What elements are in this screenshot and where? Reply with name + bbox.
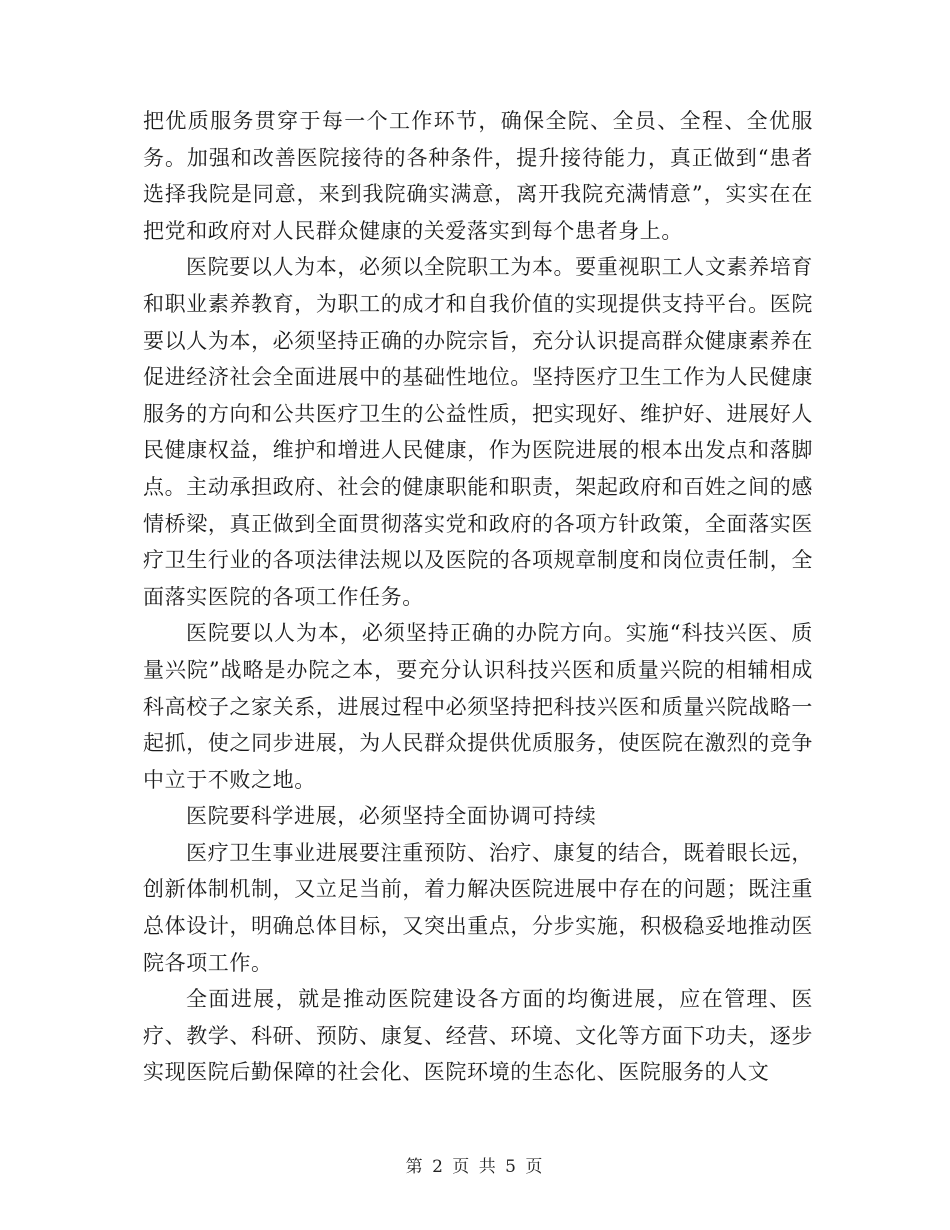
- page-number-footer: 第 2 页 共 5 页: [405, 1157, 545, 1177]
- paragraph-2: 医院要以人为本，必须以全院职工为本。要重视职工人文素养培育和职业素养教育，为职工的成才和自我价值的实现提供支持平台。医院要以人为本，必须坚持正确的办院宗旨，充分认识提高群众健康素养在促进经济社会全面进展中的基础性地位。坚持医疗卫生工作为人民健康服务的方向和公共医疗卫生的公益性质，把实现好、维护好、进展好人民健康权益，维护和增进人民健康，作为医院进展的根本出发点和落脚点。主动承担政府、社会的健康职能和职责，架起政府和百姓之间的感情桥梁，真正做到全面贯彻落实党和政府的各项方针政策，全面落实医疗卫生行业的各项法律法规以及医院的各项规章制度和岗位责任制，全面落实医院的各项工作任务。: [143, 255, 813, 609]
- document-body: [143, 103, 813, 1091]
- paragraph-5: 医疗卫生事业进展要注重预防、治疗、康复的结合，既着眼长远，创新体制机制，又立足当前，着力解决医院进展中存在的问题；既注重总体设计，明确总体目标，又突出重点，分步实施，积极稳妥地推动医院各项工作。: [143, 840, 813, 975]
- paragraph-6: 全面进展，就是推动医院建设各方面的均衡进展，应在管理、医疗、教学、科研、预防、康复、经营、环境、文化等方面下功夫，逐步实现医院后勤保障的社会化、医院环境的生态化、医院服务的人文: [143, 987, 813, 1085]
- paragraph-3: 医院要以人为本，必须坚持正确的办院方向。实施“科技兴医、质量兴院”战略是办院之本，要充分认识科技兴医和质量兴院的相辅相成 科高校子之家关系，进展过程中必须坚持把科技兴医和质量兴院战略一起抓，使之同步进展，为人民群众提供优质服务，使医院在激烈的竞争中立于不败之地。: [143, 621, 813, 792]
- paragraph-1: 把优质服务贯穿于每一个工作环节，确保全院、全员、全程、全优服务。加强和改善医院接待的各种条件，提升接待能力，真正做到“患者选择我院是同意，来到我院确实满意，离开我院充满情意”，实实在在把党和政府对人民群众健康的关爱落实到每个患者身上。: [143, 109, 813, 243]
- paragraph-4: 医院要科学进展，必须坚持全面协调可持续: [186, 804, 597, 829]
